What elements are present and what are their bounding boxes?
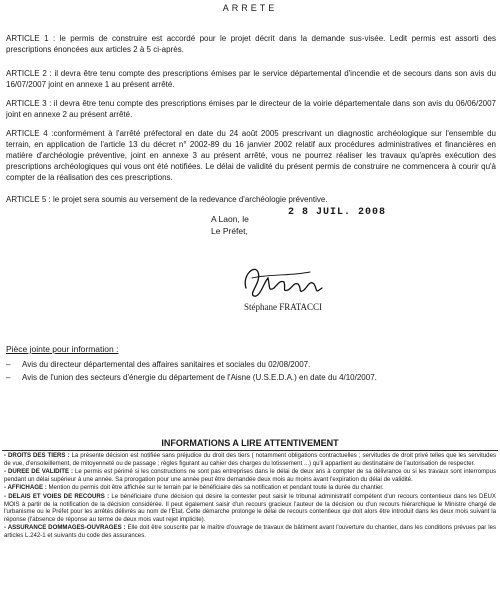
article-3-label: ARTICLE 3 <box>6 99 47 108</box>
info-duree-de-validite <box>2 468 498 483</box>
signature-place: A Laon, le <box>211 214 249 224</box>
article-1-label: ARTICLE 1 <box>6 34 49 43</box>
info-delais-et-voies-de-recours <box>2 493 498 523</box>
attachment-text: Avis du directeur départemental des affaires sanitaires et sociales du 02/08/2007. <box>22 360 311 369</box>
info-label: - DROITS DES TIERS : <box>4 452 70 459</box>
info-affichage <box>2 484 498 492</box>
info-text: La présente décision est notifiée sans préjudice du droit des tiers ( notamment obligations contractuelles ; servitudes de droit privé telles que les servitudes de vue, d'ensoleillement, de mitoyenneté ou de passage ; règles figurant au cahier des charges du lotissement ...) qu'il appartient au destinataire de l'autorisation de respecter. <box>4 452 497 467</box>
handwritten-signature <box>240 258 330 303</box>
article-3-text: : il devra être tenu compte des prescriptions émises par le directeur de la voirie départementale dans son avis du 06/06/2007 joint en annexe 2 au présent arrêté. <box>6 99 497 119</box>
divider <box>2 450 498 451</box>
article-4-label: ARTICLE 4 <box>6 129 48 138</box>
signatory-name: Stéphane FRATACCI <box>244 302 323 312</box>
document-title: ARRETE <box>222 3 278 13</box>
info-text: Le bénéficiaire d'une décision qui désire la contester peut saisir le tribunal administratif compétent d'un recours contentieux dans les DEUX MOIS à partir de la notification de la décision considérée. Il peut également saisir d'un recours gracieux l'auteur de la décision ou d'un recours hiérarchique le Ministre chargé de l'urbanisme ou le Préfet pour les arrêtés délivrés au nom de l'Etat. Cette démarche prolonge le délai de recours contentieux qui doit alors être introduit dans les deux mois suivant la réponse (l'absence de réponse au terme de deux mois vaut rejet implicite). <box>4 492 496 523</box>
article-2-text: : il devra être tenu compte des prescriptions émises par le service départemental d'incendie et de secours dans son avis du 16/07/2007 joint en annexe 1 au présent arrêté. <box>6 69 497 89</box>
info-text: Elle doit être souscrite par le maître d'ouvrage de travaux de bâtiment avant l'ouverture du chantier, dans les conditions prévues par les articles L.242-1 et suivants du code des assurances. <box>4 524 497 539</box>
article-2-label: ARTICLE 2 <box>6 69 47 78</box>
article-5 <box>6 194 496 205</box>
info-text: Le permis est périmé si les constructions ne sont pas entreprises dans le délai de deux ans à compter de sa délivrance ou si les travaux sont interrompus pendant un délai supérieur à une année. Sa prorogation pour une année peut être demandée deux mois au moins avant l'expiration du délai de validité. <box>4 468 497 483</box>
article-5-text: : le projet sera soumis au versement de la redevance d'archéologie préventive. <box>46 195 328 204</box>
info-text: Mention du permis doit être affichée sur le terrain par le bénéficiaire dès sa notification et pendant toute la durée du chantier. <box>46 484 384 492</box>
info-label: - DELAIS ET VOIES DE RECOURS : <box>4 492 110 500</box>
information-heading: INFORMATIONS A LIRE ATTENTIVEMENT <box>161 438 339 448</box>
article-1-text: : le permis de construire est accordé pour le projet décrit dans la demande sus-visée. Ledit permis est assorti des prescriptions énoncées aux articles 2 à 5 ci-après. <box>6 34 497 54</box>
info-label: - AFFICHAGE : <box>4 484 47 492</box>
article-4 <box>6 128 496 183</box>
article-2 <box>6 68 496 90</box>
attachment-item <box>6 373 377 382</box>
info-assurance-dommages-ouvrages <box>2 524 498 539</box>
info-label: - DUREE DE VALIDITE : <box>4 468 74 476</box>
list-dash: – <box>6 360 11 369</box>
attachment-text: Avis de l'union des secteurs d'énergie du département de l'Aisne (U.S.E.D.A.) en date du 4/10/2007. <box>22 373 377 382</box>
date-stamp: 2 8 JUIL. 2008 <box>288 207 387 218</box>
article-4-text: :conformément à l'arrêté préfectoral en date du 24 août 2005 prescrivant un diagnostic archéologique sur l'ensemble du terrain, en application de l'article 13 du décret n° 2002-89 du 16 janvier 2002 relatif aux procédures administratives et financières en matière d'archéologie préventive, joint en annexe 3 au présent arrêté, vous ne pourrez réaliser les travaux qu'après exécution des prescriptions archéologiques qui vous ont été notifiées. Le délai de validité du présent permis de construire ne commencera à courir qu'à compter de la réalisation des ces prescriptions. <box>6 129 496 182</box>
attachments-title: Pièce jointe pour information : <box>6 344 119 354</box>
attachment-item <box>6 360 310 369</box>
article-1 <box>6 33 496 55</box>
info-label: - ASSURANCE DOMMAGES-OUVRAGES : <box>4 524 126 532</box>
article-3 <box>6 98 496 120</box>
information-box <box>2 452 498 540</box>
signatory-role: Le Préfet, <box>211 226 248 236</box>
info-droits-des-tiers <box>2 452 498 467</box>
list-dash: – <box>6 373 11 382</box>
article-5-label: ARTICLE 5 <box>6 195 47 204</box>
